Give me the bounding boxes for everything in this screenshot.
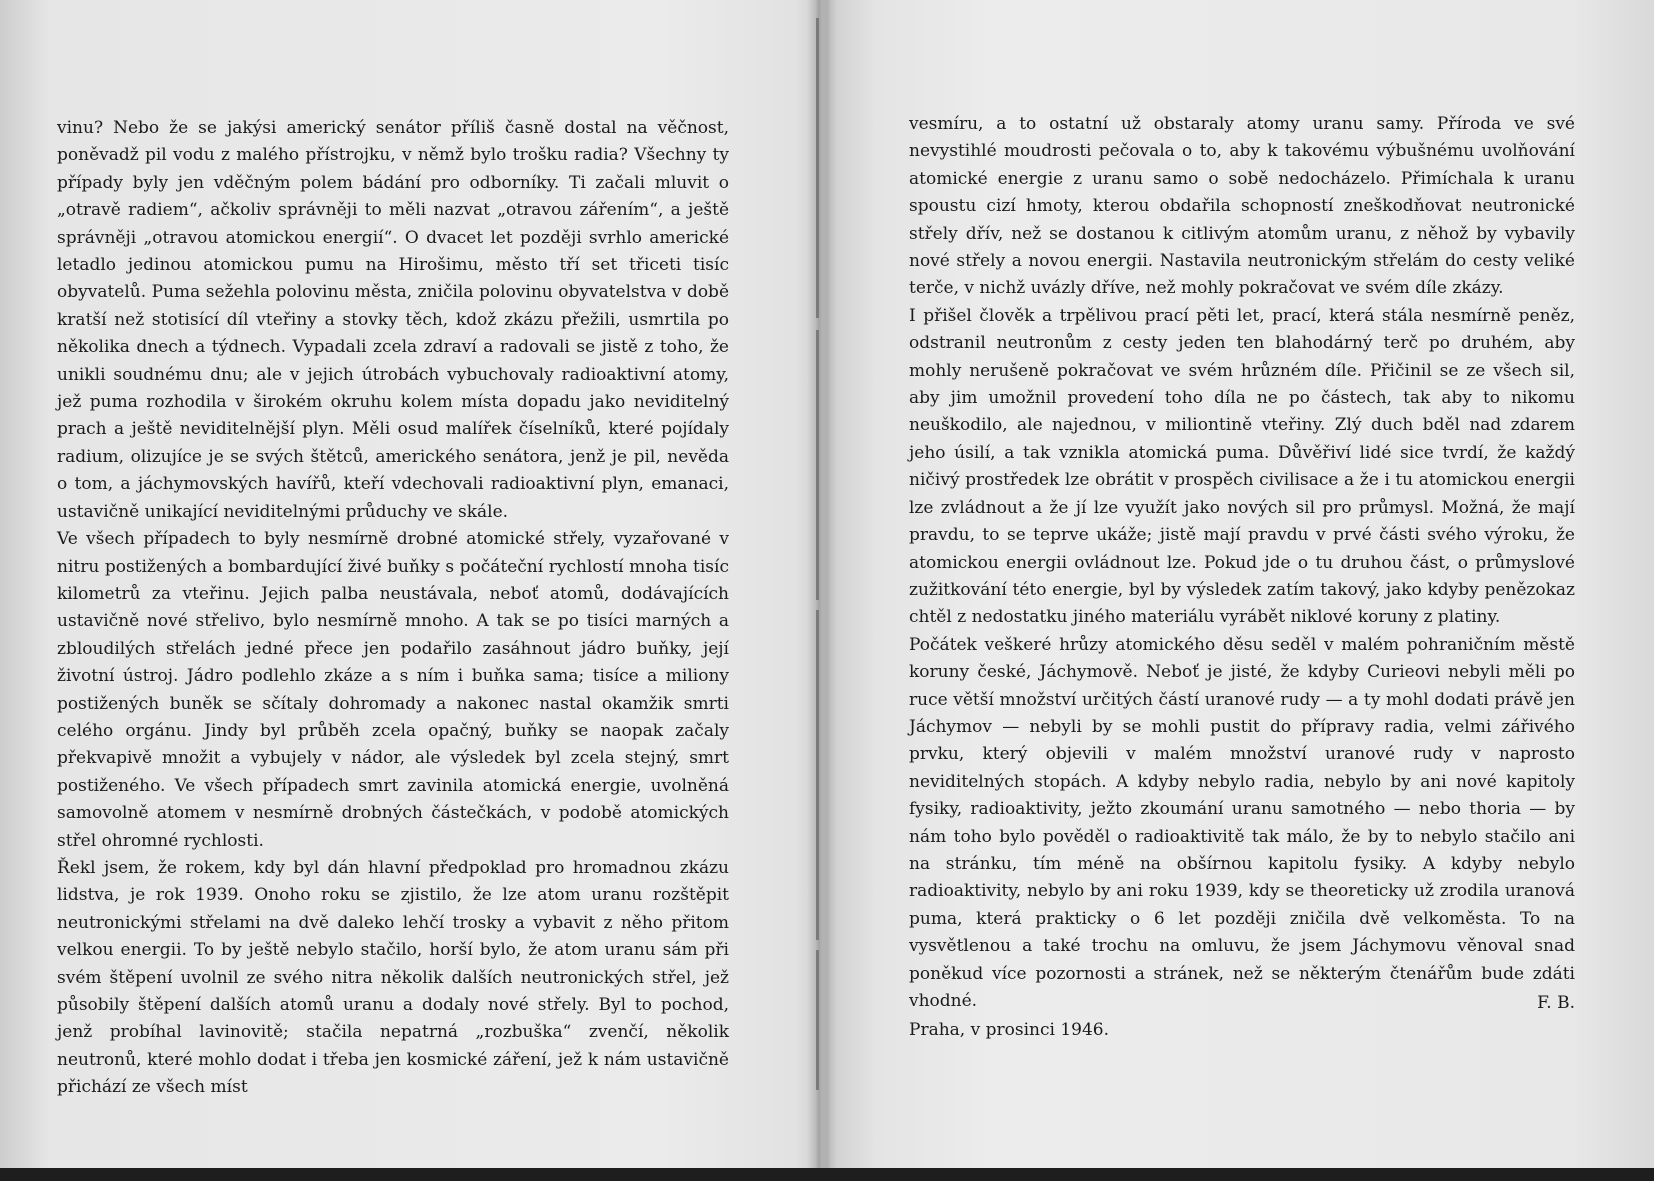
paragraph: Řekl jsem, že rokem, kdy byl dán hlavní předpoklad pro hromadnou zkázu lidstva, je rok 1939. Onoho roku se zjistilo, že lze atom uranu rozštěpit neutronickými střelami na dvě daleko lehčí trosky a vybavit z něho přitom velkou energii. To by ještě nebylo stačilo, horší bylo, že atom uranu sám při svém štěpení uvolnil ze svého nitra několik dalších neutronických střel, jež působily štěpení dalších atomů uranu a dodaly nové střely. Byl to pochod, jenž probíhal lavinovitě; stačila nepatrná „rozbuška“ zvenčí, několik neutronů, které mohlo dodat i třeba jen kosmické záření, jež k nám ustavičně přichází ze všech míst [57,857,729,1098]
right-page [823,0,1654,1168]
author-signature: F. B. [1537,993,1575,1013]
paragraph: I přišel člověk a trpělivou prací pěti let, prací, která stála nesmírně peněz, odstranil neutronům z cesty jeden ten blahodárný terč po druhém, aby mohly nerušeně pokračovat ve svém hrůzném díle. Přičinil se ze všech sil, aby jim umožnil provedení toho díla ne po částech, tak aby to nikomu neuškodilo, ale najednou, v miliontině vteřiny. Zlý duch bděl nad zdarem jeho úsilí, a tak vznikla atomická puma. Důvěřiví lidé sice tvrdí, že každý ničivý prostředek lze obrátit v prospěch civilisace a že i tu atomickou energii lze zvládnout a že jí lze využít jako nových sil pro průmysl. Možná, že mají pravdu, to se teprve ukáže; jistě mají pravdu v prvé části svého výroku, že atomickou energii ovládnout lze. Pokud jde o tu druhou část, o průmyslové zužitkování této energie, byl by výsledek zatím takový, jako kdyby penězokaz chtěl z nedostatku jiného materiálu vyrábět niklové koruny z platiny. [909,305,1575,628]
binding-thread [816,18,819,318]
right-page-text [909,111,1575,1015]
binding-thread [816,610,819,940]
binding-thread [816,950,819,1090]
scan-bottom-edge [0,1168,1654,1181]
binding-thread [816,330,819,600]
paragraph: vesmíru, a to ostatní už obstaraly atomy uranu samy. Příroda ve své nevystihlé moudrosti pečovala o to, aby k takovému výbušnému uvolňování atomické energie z uranu samo o sobě nedocházelo. Přimíchala k uranu spoustu cizí hmoty, kterou obdařila schopností zneškodňovat neutronické střely dřív, než se dostanou k citlivým atomům uranu, z něhož by vybavily nové střely a novou energii. Nastavila neutronickým střelám do cesty veliké terče, v nichž uvázly dříve, než mohly pokračovat ve svém díle zkázy. [909,114,1575,299]
place-and-date: Praha, v prosinci 1946. [909,1020,1109,1040]
paragraph: Ve všech případech to byly nesmírně drobné atomické střely, vyzařované v nitru postižených a bombardující živé buňky s počáteční rychlostí mnoha tisíc kilometrů za vteřinu. Jejich palba neustávala, neboť atomů, dodávajících ustavičně nové střelivo, bylo nesmírně mnoho. A tak se po tisíci marných a zbloudilých střelách jedné přece jen podařilo zasáhnout jádro buňky, její životní ústroj. Jádro podlehlo zkáze a s ním i buňka sama; tisíce a miliony postižených buněk se sčítaly dohromady a nakonec nastal okamžik smrti celého orgánu. Jindy byl průběh zcela opačný, buňky se naopak začaly překvapivě množit a vybujely v nádor, ale výsledek byl zcela stejný, smrt postiženého. Ve všech případech smrt zavinila atomická energie, uvolněná samovolně atomem v nesmírně drobných částečkách, v podobě atomických střel ohromné rychlosti. [57,529,729,851]
left-page [0,0,815,1168]
paragraph: vinu? Nebo že se jakýsi americký senátor příliš časně dostal na věčnost, poněvadž pil vodu z malého přístrojku, v němž bylo trošku radia? Všechny ty případy byly jen vděčným polem bádání pro odborníky. Ti začali mluvit o „otravě radiem“, ačkoliv správněji to měli nazvat „otravou zářením“, a ještě správněji „otravou atomickou energií“. O dvacet let později svrhlo americké letadlo jedinou atomickou pumu na Hirošimu, město tří set třiceti tisíc obyvatelů. Puma sežehla polovinu města, zničila polovinu obyvatelstva v době kratší než stotisící díl vteřiny a stovky těch, kdož zkázu přežili, usmrtila po několika dnech a týdnech. Vypadali zcela zdraví a radovali se jistě z toho, že unikli soudnému dnu; ale v jejich útrobách vybuchovaly radioaktivní atomy, jež puma rozhodila v širokém okruhu kolem místa dopadu jako neviditelný prach a ještě neviditelnější plyn. Měli osud malířek číselníků, které pojídaly radium, olizujíce je se svých štětců, amerického senátora, jenž je pil, nevěda o tom, a jáchymovských havířů, kteří vdechovali radioaktivní plyn, emanaci, ustavičně unikající neviditelnými průduchy ve skále. [57,118,729,522]
paragraph: Počátek veškeré hrůzy atomického děsu seděl v malém pohraničním městě koruny české, Jáchymově. Neboť je jisté, že kdyby Curieovi nebyli měli po ruce větší množství určitých částí uranové rudy — a ty mohl dodati právě jen Jáchymov — nebyli by se mohli pustit do přípravy radia, velmi zářivého prvku, který objevili v malém množství uranové rudy v naprosto neviditelných stopách. A kdyby nebylo radia, nebylo by ani nové kapitoly fysiky, radioaktivity, ježto zkoumání uranu samotného — nebo thoria — by nám toho bylo pověděl o radioaktivitě tak málo, že by to nebylo stačilo ani na stránku, tím méně na obšírnou kapitolu fysiky. A kdyby nebylo radioaktivity, nebylo by ani roku 1939, kdy se theoreticky už zrodila uranová puma, která prakticky o 6 let později zničila dvě velkoměsta. To na vysvětlenou a také trochu na omluvu, že jsem Jáchymovu věnoval snad poněkud více pozornosti a stránek, než se některým čtenářům bude zdáti vhodné. [909,634,1575,1011]
left-page-text [57,115,729,1102]
